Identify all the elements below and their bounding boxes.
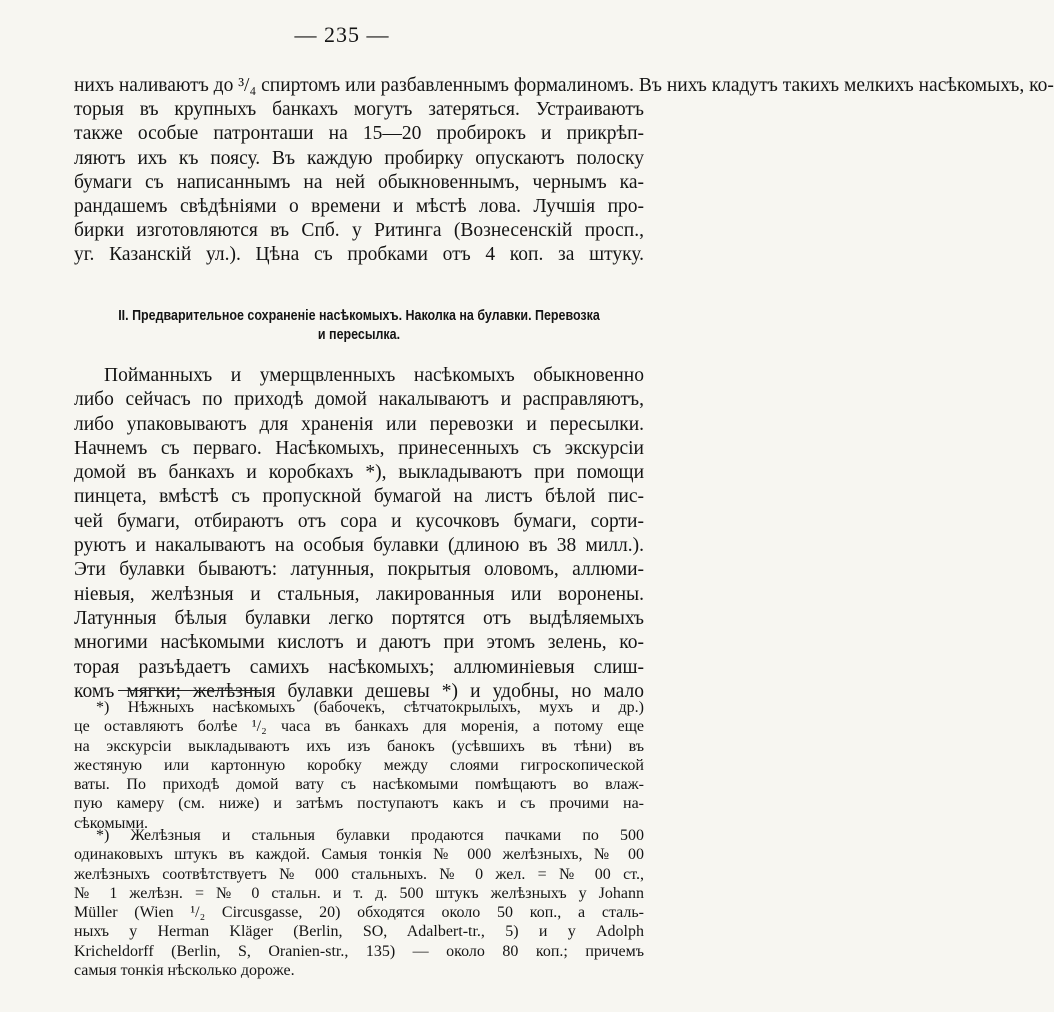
footnote-line: одинаковыхъ штукъ въ каждой. Самыя тонкія № 000 желѣзныхъ, № 00 [74,846,644,864]
section-heading-line: и пересылка. [317,327,401,343]
text-line: ляютъ ихъ къ поясу. Въ каждую пробирку опускаютъ полоску [74,147,644,169]
text-line: многими насѣкомыми кислотъ и даютъ при этомъ зелень, ко- [74,632,644,654]
text-line: пинцета, вмѣстѣ съ пропускной бумагой на листъ бѣлой пис- [74,486,644,508]
text-line: комъ мягки; желѣзныя булавки дешевы *) и удобны, но мало [74,680,644,702]
footnote-line: ныхъ у Herman Kläger (Berlin, SO, Adalbert-tr., 5) и у Adolph [74,923,644,941]
text-line: рандашемъ свѣдѣніями о времени и мѣстѣ лова. Лучшія про- [74,195,644,217]
footnote-line: самыя тонкія нѣсколько дороже. [74,962,295,980]
page-number: — 235 — [294,22,390,47]
footnote-2 [74,826,644,980]
text-line: домой въ банкахъ и коробкахъ *), выкладываютъ при помощи [74,462,644,484]
footnote-line: це оставляютъ болѣе ¹/₂ часа въ банкахъ для моренія, а потому еще [74,718,644,736]
text-line: Латунныя бѣлыя булавки легко портятся отъ выдѣляемыхъ [74,607,644,629]
intro-paragraph [74,74,1054,268]
section-heading-line: II. Предварительное сохраненіе насѣкомыхъ. Наколка на булавки. Перевозка [118,308,600,324]
text-line: Начнемъ съ перваго. Насѣкомыхъ, принесенныхъ съ экскурсіи [74,437,644,459]
text-line: либо упаковываютъ для храненія или перевозки и пересылки. [74,413,644,435]
text-line: либо сейчасъ по приходѣ домой накалываютъ и расправляютъ, [74,389,644,411]
section-heading [114,307,604,345]
footnote-line: Kricheldorff (Berlin, S, Oranien-str., 135) — около 80 коп.; причемъ [74,942,644,960]
footnote-line: Müller (Wien ¹/₂ Circusgasse, 20) обходятся около 50 коп., а сталь- [74,904,644,922]
footnote-line: пую камеру (см. ниже) и затѣмъ поступаютъ какъ и съ прочими на- [74,795,644,813]
footnote-1 [74,698,644,833]
footnote-line: *) Нѣжныхъ насѣкомыхъ (бабочекъ, сѣтчатокрылыхъ, мухъ и др.) [96,699,644,716]
footnote-line: № 1 желѣзн. = № 0 стальн. и т. д. 500 штукъ желѣзныхъ у Johann [74,884,644,902]
text-line: торая разъѣдаетъ самихъ насѣкомыхъ; аллюминіевыя слиш- [74,656,644,678]
footnote-line: ваты. По приходѣ домой вату съ насѣкомыми помѣщаютъ во влаж- [74,776,644,794]
text-line: Пойманныхъ и умерщвленныхъ насѣкомыхъ обыкновенно [104,365,644,386]
text-line: бирки изготовляются въ Спб. у Ритинга (Вознесенскій просп., [74,220,644,242]
footnote-line: жестяную или картонную коробку между слоями гигроскопической [74,756,644,774]
text-line: чей бумаги, отбираютъ отъ сора и кусочковъ бумаги, сорти- [74,510,644,532]
text-line: торыя въ крупныхъ банкахъ могутъ затеряться. Устраиваютъ [74,99,644,121]
text-line: бумаги съ написаннымъ на ней обыкновеннымъ, чернымъ ка- [74,171,644,193]
main-paragraph [74,364,644,704]
text-line: руютъ и накалываютъ на особыя булавки (длиною въ 38 милл.). [74,535,644,557]
footnote-line: сѣкомыми. [74,814,149,832]
text-line: ніевыя, желѣзныя и стальныя, лакированныя или воронены. [74,583,644,605]
text-line: Эти булавки бываютъ: латунныя, покрытыя оловомъ, аллюми- [74,559,644,581]
footnote-divider [118,690,262,691]
footnote-line: желѣзныхъ соотвѣтствуетъ № 000 стальныхъ. № 0 жел. = № 00 ст., [74,865,644,883]
text-line: уг. Казанскій ул.). Цѣна съ пробками отъ 4 коп. за штуку. [74,244,644,266]
text-line: также особые патронташи на 15—20 пробирокъ и прикрѣп- [74,123,644,145]
text-line: нихъ наливаютъ до ³/₄ спиртомъ или разбавленнымъ формалиномъ. Въ нихъ кладутъ такихъ мелкихъ насѣкомыхъ, ко- [74,75,1054,96]
footnote-line: на экскурсіи выкладываютъ ихъ изъ банокъ (усѣвшихъ въ тѣни) въ [74,737,644,755]
footnote-line: *) Желѣзныя и стальныя булавки продаются пачками по 500 [96,827,644,844]
